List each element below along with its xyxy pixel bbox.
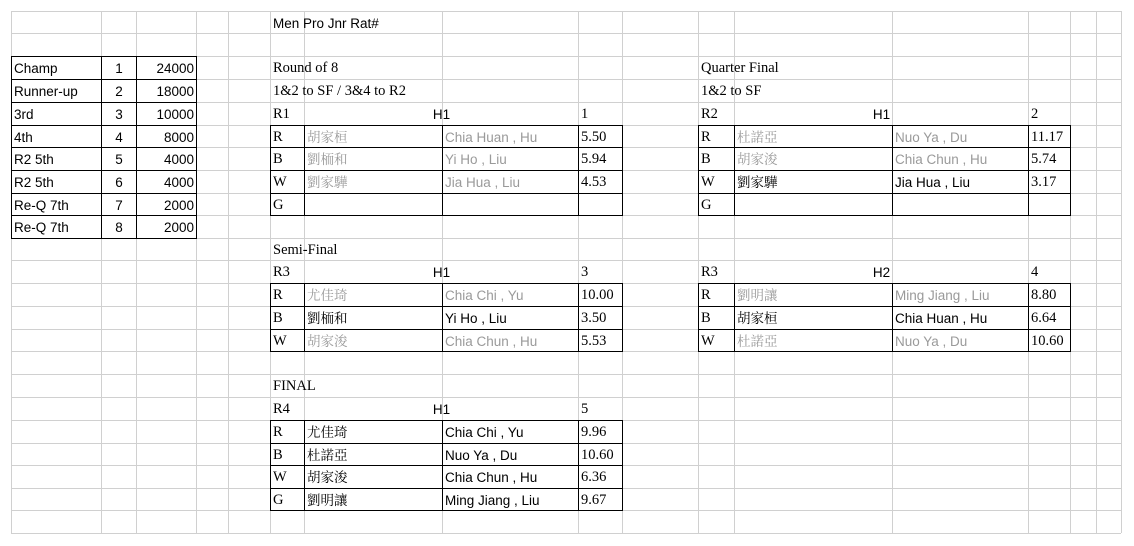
prize-amount[interactable]: 8000 <box>163 130 194 145</box>
prize-place[interactable]: 3rd <box>14 107 34 122</box>
prize-rank[interactable]: 8 <box>115 220 123 235</box>
athlete-name-chinese[interactable]: 胡家浚 <box>307 470 348 485</box>
lane-color[interactable]: G <box>701 197 712 213</box>
heat-name[interactable]: H2 <box>872 265 891 280</box>
athlete-name-english[interactable]: Nuo Ya , Du <box>895 130 968 145</box>
prize-rank[interactable]: 7 <box>115 198 123 213</box>
athlete-name-english[interactable]: Yi Ho , Liu <box>445 152 507 167</box>
athlete-score[interactable]: 5.53 <box>581 333 607 349</box>
lane-color[interactable]: W <box>701 333 715 349</box>
prize-place[interactable]: Runner-up <box>14 84 78 99</box>
athlete-score[interactable]: 6.36 <box>581 469 607 485</box>
athlete-score[interactable]: 4.53 <box>581 174 607 190</box>
athlete-name-chinese[interactable]: 胡家桓 <box>737 311 778 326</box>
prize-place[interactable]: R2 5th <box>14 152 54 167</box>
prize-amount[interactable]: 4000 <box>163 175 194 190</box>
athlete-name-chinese[interactable]: 劉栭和 <box>307 311 348 326</box>
athlete-name-chinese[interactable] <box>305 194 442 216</box>
prize-rank[interactable]: 2 <box>115 84 123 99</box>
lane-color[interactable]: W <box>273 174 287 190</box>
prize-place[interactable]: Re-Q 7th <box>14 220 69 235</box>
lane-color[interactable]: B <box>273 310 283 326</box>
prize-amount[interactable]: 18000 <box>156 84 194 99</box>
lane-color[interactable]: R <box>273 129 283 145</box>
athlete-name-chinese[interactable]: 劉家驊 <box>307 175 348 190</box>
prize-place[interactable]: Re-Q 7th <box>14 198 69 213</box>
athlete-name-english[interactable]: Chia Chi , Yu <box>445 425 524 440</box>
heat-name[interactable]: H1 <box>432 265 451 280</box>
section-title[interactable]: Quarter Final <box>701 60 779 76</box>
athlete-score[interactable]: 5.74 <box>1031 151 1057 167</box>
athlete-score[interactable]: 9.67 <box>581 492 607 508</box>
athlete-name-english[interactable]: Chia Huan , Hu <box>895 311 988 326</box>
lane-color[interactable]: B <box>273 151 283 167</box>
lane-color[interactable]: W <box>701 174 715 190</box>
athlete-score[interactable]: 3.50 <box>581 310 607 326</box>
athlete-name-chinese[interactable]: 尤佳琦 <box>307 288 348 303</box>
athlete-name-english[interactable] <box>443 194 578 216</box>
athlete-score[interactable]: 11.17 <box>1031 129 1064 145</box>
athlete-name-english[interactable]: Chia Huan , Hu <box>445 130 538 145</box>
athlete-score[interactable]: 6.64 <box>1031 310 1057 326</box>
athlete-name-chinese[interactable]: 胡家浚 <box>307 334 348 349</box>
athlete-name-english[interactable]: Nuo Ya , Du <box>445 448 518 463</box>
athlete-name-english[interactable]: Chia Chi , Yu <box>445 288 524 303</box>
athlete-score[interactable]: 10.60 <box>1031 333 1064 349</box>
athlete-name-chinese[interactable]: 劉栭和 <box>307 152 348 167</box>
athlete-score[interactable]: 10.00 <box>581 287 614 303</box>
lane-color[interactable]: B <box>701 310 711 326</box>
lane-color[interactable]: B <box>273 447 283 463</box>
athlete-name-chinese[interactable]: 劉明讓 <box>737 288 778 303</box>
lane-color[interactable]: W <box>273 333 287 349</box>
section-title[interactable]: FINAL <box>273 378 316 394</box>
athlete-score[interactable]: 3.17 <box>1031 174 1057 190</box>
lane-color[interactable]: R <box>701 287 711 303</box>
athlete-name-english[interactable] <box>893 194 1028 216</box>
heat-number[interactable]: 3 <box>581 264 589 280</box>
grid-column-line <box>1121 11 1122 533</box>
athlete-name-chinese[interactable]: 劉家驊 <box>737 175 778 190</box>
athlete-name-chinese[interactable]: 劉明讓 <box>307 493 348 508</box>
heat-name[interactable]: H1 <box>432 402 451 417</box>
lane-color[interactable]: G <box>273 197 284 213</box>
prize-amount[interactable]: 24000 <box>156 61 194 76</box>
athlete-name-english[interactable]: Jia Hua , Liu <box>445 175 521 190</box>
athlete-score[interactable]: 8.80 <box>1031 287 1057 303</box>
heat-round-label[interactable]: R3 <box>273 264 290 280</box>
athlete-name-english[interactable]: Jia Hua , Liu <box>895 175 971 190</box>
prize-rank[interactable]: 6 <box>115 175 123 190</box>
athlete-name-english[interactable]: Chia Chun , Hu <box>445 470 538 485</box>
athlete-score[interactable]: 9.96 <box>581 424 607 440</box>
heat-name[interactable]: H1 <box>432 107 451 122</box>
athlete-name-english[interactable]: Ming Jiang , Liu <box>445 493 540 508</box>
heat-round-label[interactable]: R2 <box>701 106 718 122</box>
prize-amount[interactable]: 4000 <box>163 152 194 167</box>
athlete-name-english[interactable]: Ming Jiang , Liu <box>895 288 990 303</box>
prize-place[interactable]: 4th <box>14 130 33 145</box>
athlete-name-english[interactable]: Chia Chun , Hu <box>445 334 538 349</box>
athlete-name-chinese[interactable]: 杜諾亞 <box>737 130 778 145</box>
athlete-name-english[interactable]: Yi Ho , Liu <box>445 311 507 326</box>
prize-rank[interactable]: 3 <box>115 107 123 122</box>
heat-round-label[interactable]: R3 <box>701 264 718 280</box>
athlete-name-chinese[interactable]: 胡家浚 <box>737 152 778 167</box>
prize-rank[interactable]: 4 <box>115 130 123 145</box>
heat-number[interactable]: 2 <box>1031 106 1039 122</box>
lane-color[interactable]: R <box>701 129 711 145</box>
grid-row-line <box>11 533 1121 534</box>
section-title[interactable]: Semi-Final <box>273 242 338 258</box>
heat-round-label[interactable]: R4 <box>273 401 290 417</box>
lane-color[interactable]: R <box>273 424 283 440</box>
athlete-score[interactable] <box>579 194 622 216</box>
lane-color[interactable]: W <box>273 469 287 485</box>
heat-number[interactable]: 1 <box>581 106 589 122</box>
prize-amount[interactable]: 2000 <box>163 220 194 235</box>
athlete-score[interactable]: 10.60 <box>581 447 614 463</box>
heat-round-label[interactable]: R1 <box>273 106 290 122</box>
heat-number[interactable]: 4 <box>1031 264 1039 280</box>
section-note[interactable]: 1&2 to SF / 3&4 to R2 <box>273 83 406 99</box>
prize-amount[interactable]: 2000 <box>163 198 194 213</box>
grid-column-line <box>1096 11 1097 533</box>
prize-rank[interactable]: 5 <box>115 152 123 167</box>
prize-place[interactable]: Champ <box>14 61 58 76</box>
section-title[interactable]: Round of 8 <box>273 60 339 76</box>
prize-place[interactable]: R2 5th <box>14 175 54 190</box>
athlete-name-english[interactable]: Nuo Ya , Du <box>895 334 968 349</box>
lane-color[interactable]: G <box>273 492 284 508</box>
prize-amount[interactable]: 10000 <box>156 107 194 122</box>
athlete-name-chinese[interactable] <box>735 194 892 216</box>
athlete-score[interactable]: 5.94 <box>581 151 607 167</box>
heat-number[interactable]: 5 <box>581 401 589 417</box>
section-note[interactable]: 1&2 to SF <box>701 83 762 99</box>
lane-color[interactable]: R <box>273 287 283 303</box>
athlete-name-english[interactable]: Chia Chun , Hu <box>895 152 988 167</box>
lane-color[interactable]: B <box>701 151 711 167</box>
athlete-score[interactable]: 5.50 <box>581 129 607 145</box>
athlete-name-chinese[interactable]: 杜諾亞 <box>307 448 348 463</box>
athlete-score[interactable] <box>1029 194 1070 216</box>
prize-rank[interactable]: 1 <box>115 61 123 76</box>
athlete-name-chinese[interactable]: 胡家桓 <box>307 130 348 145</box>
athlete-name-chinese[interactable]: 尤佳琦 <box>307 425 348 440</box>
grid-column-line <box>228 11 229 533</box>
heat-name[interactable]: H1 <box>872 107 891 122</box>
sheet-title[interactable]: Men Pro Jnr Rat# <box>273 16 379 31</box>
grid-column-line <box>1070 11 1071 533</box>
athlete-name-chinese[interactable]: 杜諾亞 <box>737 334 778 349</box>
